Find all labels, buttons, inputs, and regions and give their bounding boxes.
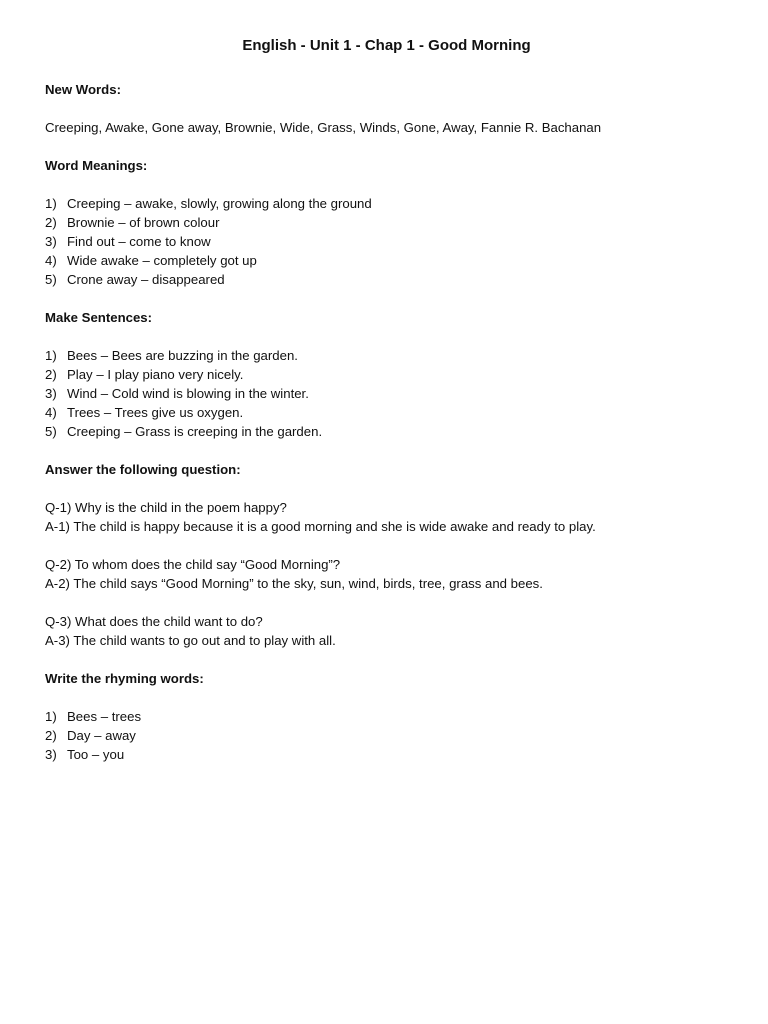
questions-heading: Answer the following question: [45,462,241,477]
item-number: 1) [45,348,57,363]
item-text: Find out – come to know [67,234,211,249]
item-text: Brownie – of brown colour [67,215,220,230]
make-sentences-list [45,346,728,441]
list-item [45,213,728,232]
question-2: Q-2) To whom does the child say “Good Morning”? [45,557,341,572]
item-number: 5) [45,424,57,439]
rhyming-words-heading: Write the rhyming words: [45,671,204,686]
item-number: 1) [45,196,57,211]
item-text: Trees – Trees give us oxygen. [67,405,244,420]
item-number: 3) [45,386,57,401]
list-item [45,707,728,726]
item-number: 3) [45,747,57,762]
list-item [45,403,728,422]
item-number: 4) [45,405,57,420]
word-meanings-heading: Word Meanings: [45,158,148,173]
spacer [45,479,728,498]
list-item [45,384,728,403]
spacer [45,536,728,555]
list-item [45,745,728,764]
rhyming-words-list [45,707,728,764]
answer-2: A-2) The child says “Good Morning” to the sky, sun, wind, birds, tree, grass and bees. [45,576,543,591]
spacer [45,99,728,118]
item-text: Bees – trees [67,709,142,724]
item-text: Play – I play piano very nicely. [67,367,244,382]
item-text: Wide awake – completely got up [67,253,257,268]
item-number: 4) [45,253,57,268]
spacer [45,441,728,460]
item-text: Creeping – awake, slowly, growing along the ground [67,196,372,211]
spacer [45,650,728,669]
question-1: Q-1) Why is the child in the poem happy? [45,500,287,515]
spacer [45,175,728,194]
new-words-text: Creeping, Awake, Gone away, Brownie, Wide, Grass, Winds, Gone, Away, Fannie R. Bachanan [45,120,602,135]
page-title: English - Unit 1 - Chap 1 - Good Morning [242,37,531,54]
spacer [45,289,728,308]
item-number: 5) [45,272,57,287]
spacer [45,593,728,612]
item-text: Day – away [67,728,136,743]
item-text: Too – you [67,747,125,762]
item-number: 2) [45,215,57,230]
spacer [45,137,728,156]
list-item [45,365,728,384]
word-meanings-list [45,194,728,289]
spacer [45,327,728,346]
spacer [45,688,728,707]
answer-3: A-3) The child wants to go out and to play with all. [45,633,336,648]
list-item [45,726,728,745]
item-text: Creeping – Grass is creeping in the garden. [67,424,323,439]
question-3: Q-3) What does the child want to do? [45,614,263,629]
item-number: 3) [45,234,57,249]
list-item [45,194,728,213]
item-number: 2) [45,367,57,382]
answer-1: A-1) The child is happy because it is a good morning and she is wide awake and ready to play. [45,519,596,534]
new-words-heading: New Words: [45,82,121,97]
item-number: 2) [45,728,57,743]
make-sentences-heading: Make Sentences: [45,310,153,325]
list-item [45,422,728,441]
list-item [45,251,728,270]
list-item [45,232,728,251]
list-item [45,270,728,289]
list-item [45,346,728,365]
item-text: Crone away – disappeared [67,272,225,287]
item-number: 1) [45,709,57,724]
item-text: Bees – Bees are buzzing in the garden. [67,348,298,363]
item-text: Wind – Cold wind is blowing in the winter. [67,386,309,401]
